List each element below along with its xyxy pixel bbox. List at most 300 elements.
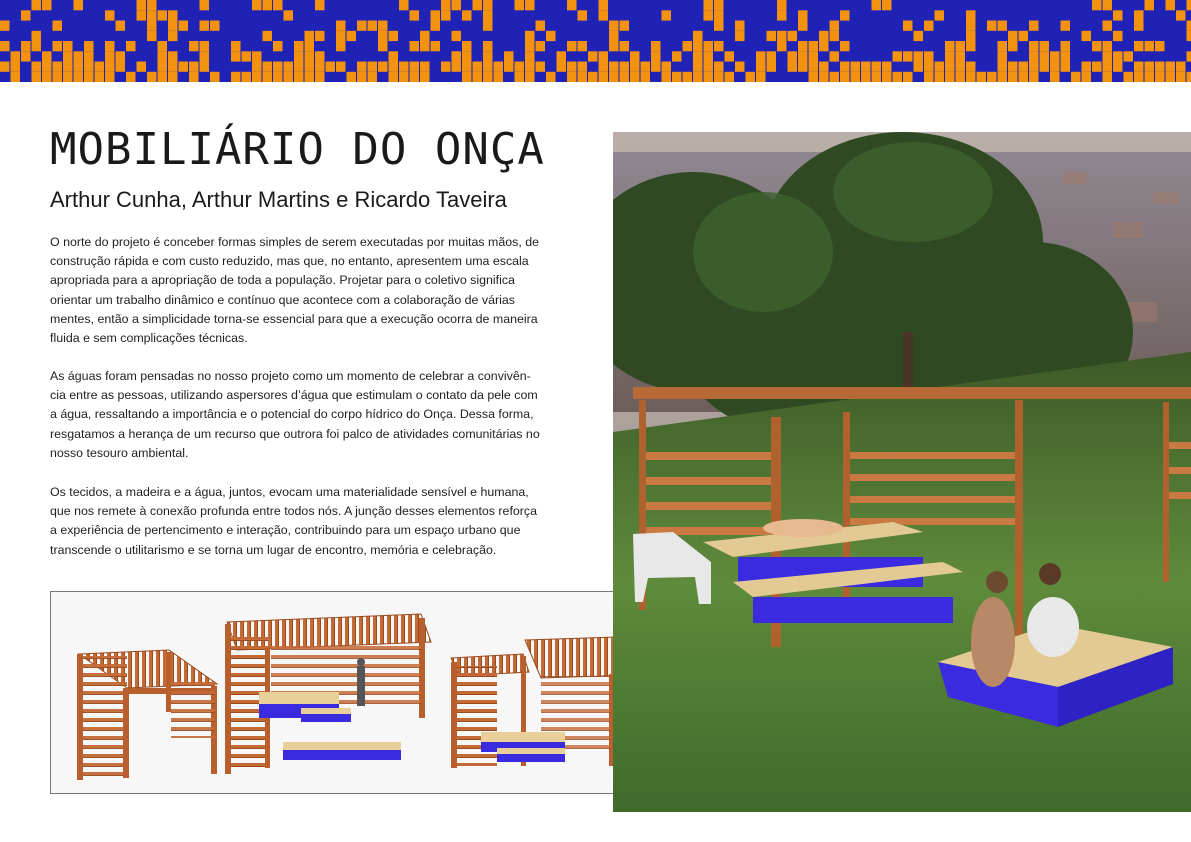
- pattern-cell: [1103, 72, 1113, 82]
- pattern-cell: [693, 41, 703, 51]
- pattern-cell: [179, 21, 189, 31]
- pattern-cell: [672, 51, 682, 61]
- pattern-cell: [420, 31, 430, 41]
- pattern-cell: [1029, 62, 1039, 72]
- axonometric-drawing: [51, 592, 680, 793]
- pattern-cell: [210, 72, 220, 82]
- pattern-cell: [536, 21, 546, 31]
- pattern-cell: [200, 51, 210, 61]
- pattern-cell: [158, 10, 168, 20]
- pattern-cell: [0, 62, 10, 72]
- pattern-cell: [609, 31, 619, 41]
- pattern-cell: [63, 51, 73, 61]
- pattern-cell: [504, 62, 514, 72]
- pattern-cell: [1155, 72, 1165, 82]
- pattern-cell: [1050, 72, 1060, 82]
- pattern-cell: [1092, 41, 1102, 51]
- pattern-cell: [788, 31, 798, 41]
- pattern-cell: [851, 62, 861, 72]
- pattern-cell: [924, 21, 934, 31]
- pattern-cell: [483, 51, 493, 61]
- pattern-cell: [830, 51, 840, 61]
- pattern-cell: [1008, 72, 1018, 82]
- pattern-cell: [200, 41, 210, 51]
- pattern-cell: [74, 0, 84, 10]
- pattern-cell: [599, 62, 609, 72]
- pattern-cell: [1124, 51, 1134, 61]
- pattern-cell: [105, 72, 115, 82]
- pattern-cell: [630, 51, 640, 61]
- pattern-cell: [1187, 51, 1191, 61]
- pattern-cell: [473, 72, 483, 82]
- pattern-cell: [168, 62, 178, 72]
- pattern-cell: [74, 72, 84, 82]
- pattern-cell: [368, 21, 378, 31]
- pattern-cell: [704, 0, 714, 10]
- pattern-cell: [1145, 0, 1155, 10]
- pattern-cell: [704, 51, 714, 61]
- pattern-cell: [1134, 21, 1144, 31]
- pattern-cell: [935, 72, 945, 82]
- text-line: As águas foram pensadas no nosso projeto como um momento de celebrar a convivên-: [50, 369, 531, 383]
- pattern-cell: [441, 0, 451, 10]
- pattern-cell: [1155, 41, 1165, 51]
- pattern-cell: [945, 72, 955, 82]
- pattern-cell: [1103, 41, 1113, 51]
- pattern-cell: [1176, 72, 1186, 82]
- text-line: O norte do projeto é conceber formas simples de serem executadas por muitas mãos, de: [50, 235, 539, 249]
- pattern-cell: [620, 62, 630, 72]
- pattern-cell: [756, 72, 766, 82]
- pattern-cell: [263, 0, 273, 10]
- pattern-cell: [809, 72, 819, 82]
- paragraph-water: [50, 367, 575, 463]
- pattern-cell: [483, 72, 493, 82]
- pattern-cell: [767, 62, 777, 72]
- pattern-cell: [378, 41, 388, 51]
- pattern-cell: [945, 41, 955, 51]
- pattern-cell: [798, 41, 808, 51]
- pattern-cell: [914, 31, 924, 41]
- pattern-cell: [252, 72, 262, 82]
- pattern-cell: [809, 41, 819, 51]
- pattern-cell: [410, 41, 420, 51]
- pattern-cell: [651, 41, 661, 51]
- pattern-cell: [1134, 72, 1144, 82]
- pattern-cell: [126, 41, 136, 51]
- pattern-cell: [798, 51, 808, 61]
- pattern-cell: [998, 51, 1008, 61]
- pattern-cell: [1082, 62, 1092, 72]
- pattern-cell: [840, 41, 850, 51]
- pattern-cell: [630, 62, 640, 72]
- pattern-cell: [305, 62, 315, 72]
- pattern-cell: [452, 31, 462, 41]
- pattern-cell: [147, 10, 157, 20]
- paragraph-materials: [50, 483, 575, 560]
- pattern-cell: [368, 62, 378, 72]
- pattern-cell: [1029, 72, 1039, 82]
- pattern-cell: [305, 51, 315, 61]
- pattern-cell: [599, 51, 609, 61]
- pattern-cell: [483, 41, 493, 51]
- pattern-cell: [336, 62, 346, 72]
- pattern-cell: [620, 72, 630, 82]
- pattern-cell: [284, 10, 294, 20]
- pattern-cell: [1134, 10, 1144, 20]
- pattern-cell: [620, 21, 630, 31]
- pattern-cell: [1113, 62, 1123, 72]
- pattern-cell: [284, 62, 294, 72]
- pattern-cell: [1008, 31, 1018, 41]
- pattern-cell: [546, 72, 556, 82]
- pattern-cell: [336, 31, 346, 41]
- pattern-cell: [756, 62, 766, 72]
- pattern-cell: [263, 62, 273, 72]
- pattern-cell: [105, 62, 115, 72]
- pattern-cell: [284, 72, 294, 82]
- pattern-cell: [252, 62, 262, 72]
- pattern-cell: [578, 10, 588, 20]
- pattern-cell: [1113, 31, 1123, 41]
- pattern-cell: [1029, 21, 1039, 31]
- pattern-cell: [389, 31, 399, 41]
- pattern-cell: [1103, 51, 1113, 61]
- pattern-cell: [315, 31, 325, 41]
- pattern-cell: [1145, 72, 1155, 82]
- pattern-cell: [189, 41, 199, 51]
- pattern-cell: [326, 62, 336, 72]
- pattern-cell: [1166, 72, 1176, 82]
- pattern-cell: [924, 51, 934, 61]
- pattern-cell: [567, 0, 577, 10]
- pattern-cell: [473, 0, 483, 10]
- pattern-cell: [1019, 31, 1029, 41]
- pattern-cell: [882, 0, 892, 10]
- pattern-cell: [1166, 0, 1176, 10]
- pattern-cell: [158, 41, 168, 51]
- rendered-perspective-image: [613, 132, 1191, 812]
- pattern-cell: [0, 21, 10, 31]
- pattern-cell: [914, 62, 924, 72]
- pattern-cell: [546, 31, 556, 41]
- pattern-cell: [273, 0, 283, 10]
- pattern-cell: [609, 21, 619, 31]
- pattern-cell: [851, 72, 861, 82]
- pattern-cell: [105, 51, 115, 61]
- pattern-cell: [819, 31, 829, 41]
- pattern-cell: [336, 21, 346, 31]
- pattern-cell: [378, 21, 388, 31]
- pattern-cell: [294, 62, 304, 72]
- person-sitting-man: [971, 597, 1015, 687]
- pattern-cell: [966, 21, 976, 31]
- pattern-cell: [1050, 51, 1060, 61]
- pattern-cell: [767, 31, 777, 41]
- pattern-cell: [1134, 41, 1144, 51]
- pattern-cell: [1040, 62, 1050, 72]
- pattern-cell: [494, 72, 504, 82]
- pattern-cell: [231, 41, 241, 51]
- human-scale-figure: [357, 666, 365, 706]
- pattern-cell: [935, 62, 945, 72]
- pattern-cell: [609, 41, 619, 51]
- pattern-cell: [158, 51, 168, 61]
- pattern-cell: [809, 51, 819, 61]
- pattern-cell: [725, 72, 735, 82]
- pattern-cell: [756, 51, 766, 61]
- pattern-cell: [977, 72, 987, 82]
- pattern-cell: [746, 72, 756, 82]
- person-sitting-woman: [1027, 597, 1079, 657]
- pattern-cell: [483, 21, 493, 31]
- pattern-cell: [11, 72, 21, 82]
- text-line: fluida e sem complicações técnicas.: [50, 331, 248, 346]
- pattern-cell: [662, 62, 672, 72]
- pattern-cell: [945, 51, 955, 61]
- pattern-cell: [74, 51, 84, 61]
- pattern-cell: [105, 41, 115, 51]
- pattern-cell: [693, 51, 703, 61]
- pattern-cell: [168, 51, 178, 61]
- authors-subtitle: Arthur Cunha, Arthur Martins e Ricardo Taveira: [50, 187, 507, 212]
- pattern-cell: [903, 51, 913, 61]
- pattern-cell: [1145, 41, 1155, 51]
- pattern-cell: [557, 62, 567, 72]
- pattern-cell: [53, 41, 63, 51]
- pattern-cell: [966, 31, 976, 41]
- pattern-cell: [966, 41, 976, 51]
- pattern-cell: [588, 51, 598, 61]
- pattern-cell: [998, 21, 1008, 31]
- pattern-cell: [882, 72, 892, 82]
- pattern-cell: [63, 41, 73, 51]
- pattern-cell: [42, 62, 52, 72]
- header-pattern-band: [0, 0, 1191, 82]
- pattern-cell: [1103, 21, 1113, 31]
- pattern-cell: [725, 51, 735, 61]
- pattern-cell: [693, 72, 703, 82]
- pattern-cell: [158, 62, 168, 72]
- pattern-cell: [662, 10, 672, 20]
- pattern-cell: [998, 72, 1008, 82]
- pattern-cell: [588, 72, 598, 82]
- pattern-cell: [252, 51, 262, 61]
- pattern-cell: [714, 41, 724, 51]
- pattern-cell: [714, 10, 724, 20]
- pattern-cell: [147, 0, 157, 10]
- pattern-cell: [1071, 72, 1081, 82]
- pattern-cell: [515, 72, 525, 82]
- pattern-cell: [882, 62, 892, 72]
- pattern-cell: [242, 51, 252, 61]
- pattern-cell: [998, 62, 1008, 72]
- pattern-cell: [830, 31, 840, 41]
- text-line: apropriada para a apropriação de toda a população. Projetar para o coletivo significa: [50, 273, 515, 288]
- pattern-cell: [305, 72, 315, 82]
- pattern-cell: [189, 72, 199, 82]
- pattern-cell: [525, 51, 535, 61]
- pattern-cell: [578, 72, 588, 82]
- pattern-cell: [956, 51, 966, 61]
- pattern-cell: [389, 51, 399, 61]
- pattern-cell: [137, 0, 147, 10]
- pattern-cell: [567, 41, 577, 51]
- pattern-cell: [599, 72, 609, 82]
- pattern-cell: [567, 72, 577, 82]
- text-line: mentes, então a simplicidade torna-se essencial para que a execução ocorra de maneira: [50, 311, 538, 326]
- pattern-cell: [168, 72, 178, 82]
- pattern-cell: [956, 41, 966, 51]
- pattern-cell: [1040, 51, 1050, 61]
- person-lying: [763, 519, 843, 537]
- pattern-cell: [357, 62, 367, 72]
- pattern-cell: [830, 72, 840, 82]
- pattern-cell: [1050, 62, 1060, 72]
- pattern-cell: [1008, 62, 1018, 72]
- pattern-cell: [536, 41, 546, 51]
- pattern-cell: [32, 41, 42, 51]
- pattern-cell: [336, 41, 346, 51]
- pattern-cell: [441, 62, 451, 72]
- pattern-cell: [798, 62, 808, 72]
- text-line: a experiência de pertencimento e interação, contribuindo para um espaço urbano que: [50, 523, 521, 538]
- pattern-cell: [914, 51, 924, 61]
- text-line: que nos remete à conexão profunda entre todos nós. A junção desses elementos reforça: [50, 504, 537, 519]
- pattern-cell: [168, 21, 178, 31]
- pattern-cell: [389, 62, 399, 72]
- pattern-cell: [231, 72, 241, 82]
- pattern-cell: [294, 41, 304, 51]
- pattern-cell: [53, 62, 63, 72]
- pattern-cell: [357, 21, 367, 31]
- pattern-cell: [578, 41, 588, 51]
- pattern-cell: [903, 21, 913, 31]
- pattern-cell: [431, 41, 441, 51]
- pattern-cell: [126, 72, 136, 82]
- pattern-cell: [704, 41, 714, 51]
- pattern-cell: [609, 62, 619, 72]
- pattern-cell: [935, 10, 945, 20]
- pattern-cell: [420, 62, 430, 72]
- pattern-cell: [788, 51, 798, 61]
- pattern-cell: [95, 72, 105, 82]
- pattern-cell: [294, 51, 304, 61]
- pattern-cell: [315, 72, 325, 82]
- pattern-cell: [84, 62, 94, 72]
- text-line: Os tecidos, a madeira e a água, juntos, evocam uma materialidade sensível e humana,: [50, 485, 529, 499]
- pattern-cell: [683, 72, 693, 82]
- pattern-cell: [42, 51, 52, 61]
- pattern-cell: [714, 0, 724, 10]
- pattern-cell: [777, 41, 787, 51]
- pattern-cell: [1061, 51, 1071, 61]
- pattern-cell: [462, 62, 472, 72]
- pattern-cell: [452, 62, 462, 72]
- pattern-cell: [0, 41, 10, 51]
- pattern-cell: [1134, 62, 1144, 72]
- pattern-cell: [1176, 10, 1186, 20]
- pattern-cell: [1187, 21, 1191, 31]
- pattern-cell: [525, 31, 535, 41]
- pattern-cell: [200, 0, 210, 10]
- pattern-cell: [704, 72, 714, 82]
- pattern-cell: [536, 62, 546, 72]
- pattern-cell: [462, 72, 472, 82]
- pattern-cell: [903, 72, 913, 82]
- pattern-cell: [305, 31, 315, 41]
- pattern-cell: [147, 31, 157, 41]
- pattern-cell: [452, 0, 462, 10]
- pattern-cell: [399, 62, 409, 72]
- pattern-cell: [1113, 51, 1123, 61]
- pattern-cell: [777, 31, 787, 41]
- pattern-cell: [32, 31, 42, 41]
- pattern-cell: [483, 62, 493, 72]
- pattern-cell: [735, 21, 745, 31]
- pattern-cell: [410, 62, 420, 72]
- pattern-cell: [347, 72, 357, 82]
- pattern-cell: [1029, 51, 1039, 61]
- pattern-cell: [987, 72, 997, 82]
- modules-axonometric-figure: [50, 591, 681, 794]
- pattern-cell: [399, 0, 409, 10]
- pattern-cell: [84, 72, 94, 82]
- pattern-cell: [273, 41, 283, 51]
- pattern-cell: [651, 62, 661, 72]
- pattern-cell: [305, 41, 315, 51]
- pattern-cell: [525, 41, 535, 51]
- pattern-cell: [1040, 41, 1050, 51]
- pattern-cell: [431, 10, 441, 20]
- pattern-cell: [1103, 62, 1113, 72]
- pattern-cell: [809, 62, 819, 72]
- text-line: cia entre as pessoas, utilizando aspersores d’água que estimulam o contato da pele com: [50, 388, 538, 403]
- pattern-cell: [137, 62, 147, 72]
- pattern-cell: [599, 0, 609, 10]
- pattern-cell: [1092, 62, 1102, 72]
- pattern-cell: [483, 0, 493, 10]
- pattern-cell: [767, 51, 777, 61]
- pattern-cell: [798, 10, 808, 20]
- pattern-cell: [315, 62, 325, 72]
- pattern-cell: [557, 51, 567, 61]
- pattern-cell: [378, 62, 388, 72]
- pattern-cell: [231, 51, 241, 61]
- pattern-cell: [956, 72, 966, 82]
- text-line: construção rápida e com custo reduzido, mas que, no entanto, apresentem uma escala: [50, 254, 529, 269]
- pattern-cell: [683, 41, 693, 51]
- pattern-cell: [945, 62, 955, 72]
- pattern-cell: [924, 62, 934, 72]
- pattern-cell: [483, 10, 493, 20]
- pattern-cell: [116, 51, 126, 61]
- pattern-cell: [819, 62, 829, 72]
- pattern-cell: [42, 0, 52, 10]
- pattern-cell: [210, 21, 220, 31]
- pattern-cell: [861, 62, 871, 72]
- pattern-cell: [42, 72, 52, 82]
- pattern-cell: [840, 62, 850, 72]
- pattern-cell: [105, 10, 115, 20]
- text-line: a água, ressaltando a importância e o potencial do corpo hídrico do Onça. Dessa forma,: [50, 407, 534, 422]
- pattern-cell: [525, 62, 535, 72]
- pattern-cell: [1187, 31, 1191, 41]
- pattern-cell: [63, 72, 73, 82]
- paragraph-intro: [50, 233, 575, 348]
- pattern-cell: [63, 62, 73, 72]
- pattern-cell: [672, 72, 682, 82]
